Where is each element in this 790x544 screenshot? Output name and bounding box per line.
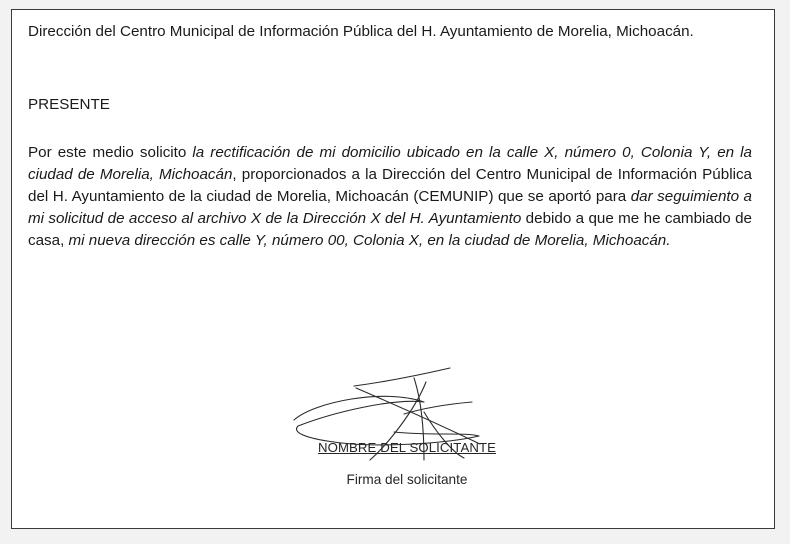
body-italic-2: dar seguimiento a mi solicitud de acceso al archivo X de la Dirección X del H. Ayuntamiento: [28, 188, 752, 227]
signature-caption: Firma del solicitante: [346, 472, 468, 487]
body-italic-3: mi nueva dirección es calle Y, número 00, Colonia X, en la ciudad de Morelia, Michoacán.: [68, 232, 671, 249]
signer-name: NOMBRE DEL SOLICITANTE: [317, 440, 497, 455]
body-text-2: , proporcionados a la Dirección del Centro Municipal de Información Pública del H. Ayuntamiento de la ciudad de Morelia, Michoacán (CEMUNIP) que se aportó para: [28, 166, 752, 205]
addressee: Dirección del Centro Municipal de Información Pública del H. Ayuntamiento de Morelia, Michoacán.: [28, 23, 694, 40]
salutation: PRESENTE: [28, 96, 110, 113]
body-italic-1: la rectificación de mi domicilio ubicado en la calle X, número 0, Colonia Y, en la ciudad de Morelia, Michoacán: [28, 144, 752, 183]
letter-body: [28, 142, 752, 252]
body-text-1: Por este medio solicito: [28, 144, 193, 161]
body-text-3: debido a que me he cambiado de casa,: [28, 210, 752, 249]
document-page: [11, 9, 775, 529]
